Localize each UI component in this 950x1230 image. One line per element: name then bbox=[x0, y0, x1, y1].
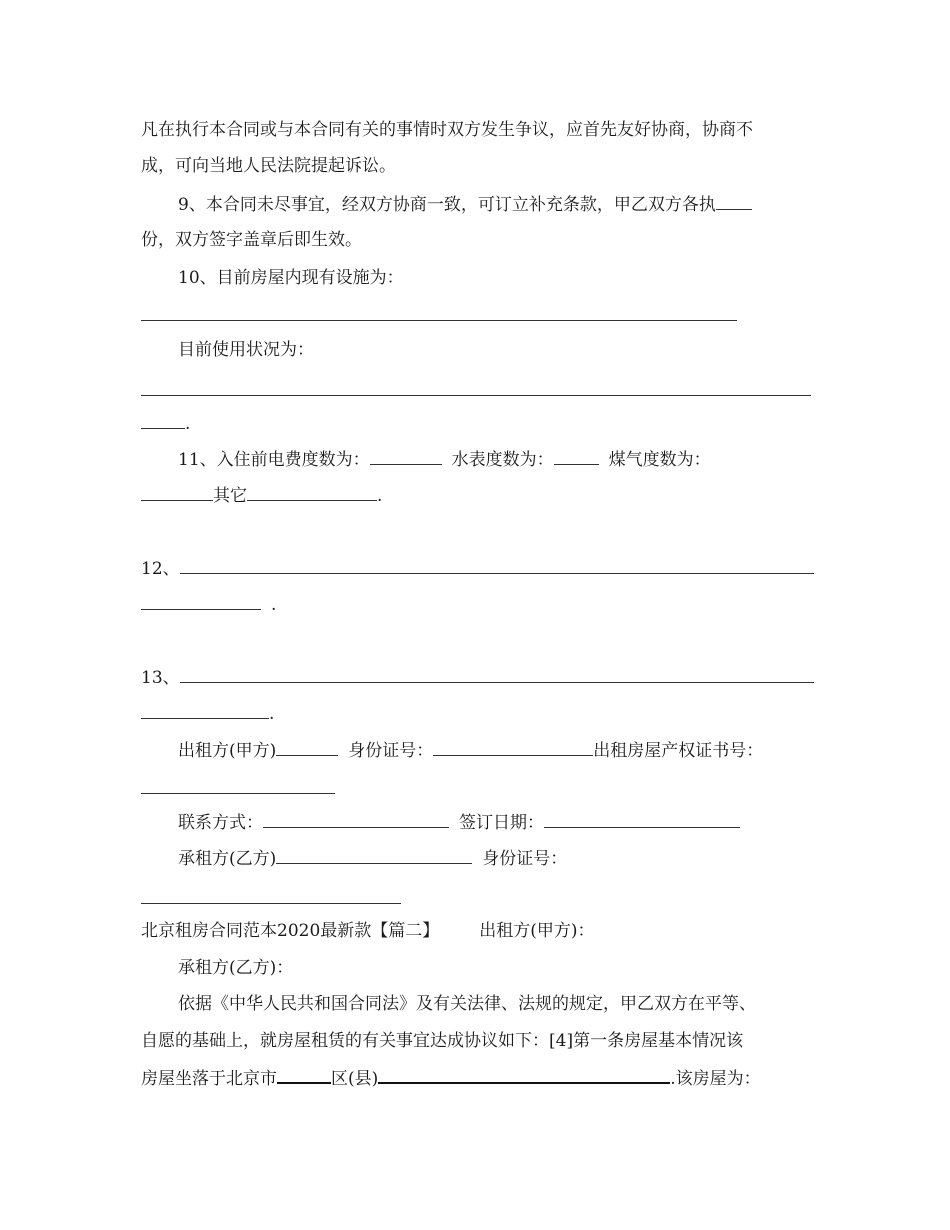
other-blank bbox=[247, 484, 377, 501]
paragraph-12-blank bbox=[180, 557, 814, 574]
district-label: 区(县) bbox=[331, 1069, 379, 1089]
paragraph-11-line2 bbox=[141, 484, 811, 507]
contact-label: 联系方式： bbox=[178, 813, 263, 833]
basis-line1: 依据《中华人民共和国合同法》及有关法律、法规的规定，甲乙双方在平等、 bbox=[178, 994, 756, 1014]
facilities-blank-line bbox=[141, 320, 737, 321]
lessee-label: 承租方(乙方) bbox=[178, 849, 277, 869]
lessor-id-label: 身份证号： bbox=[348, 741, 434, 761]
gas-blank bbox=[141, 484, 213, 501]
period: . bbox=[271, 595, 277, 615]
paragraph-12-blank-end bbox=[141, 593, 261, 610]
heading-lessor-label: 出租方(甲方)： bbox=[479, 921, 595, 941]
period: . bbox=[377, 486, 383, 506]
lessee-id-blank-line bbox=[141, 903, 401, 904]
section-heading-line bbox=[141, 920, 811, 942]
paragraph-13-line1 bbox=[141, 666, 811, 689]
usage-status-line2 bbox=[141, 412, 811, 435]
paragraph-9-text: 9、本合同未尽事宜，经双方协商一致，可订立补充条款，甲乙双方各执 bbox=[178, 195, 716, 215]
paragraph-13-line2 bbox=[141, 702, 811, 725]
usage-status-label: 目前使用状况为： bbox=[178, 340, 314, 360]
paragraph-dispute-line1: 凡在执行本合同或与本合同有关的事情时双方发生争议，应首先友好协商，协商不 bbox=[141, 120, 753, 140]
basis-line2: 自愿的基础上，就房屋租赁的有关事宜达成协议如下：[4]第一条房屋基本情况该 bbox=[141, 1031, 744, 1051]
lessor-id-blank bbox=[433, 739, 593, 756]
paragraph-12-line1 bbox=[141, 557, 811, 580]
lessor-line bbox=[141, 739, 811, 762]
paragraph-dispute-line2: 成，可向当地人民法院提起诉讼。 bbox=[141, 156, 396, 176]
copies-blank bbox=[716, 193, 752, 210]
usage-status-blank-line bbox=[141, 395, 811, 396]
lessee-blank bbox=[276, 847, 472, 864]
paragraph-13-number: 13、 bbox=[141, 668, 180, 688]
paragraph-9-line2: 份，双方签字盖章后即生效。 bbox=[141, 230, 362, 250]
period: . bbox=[269, 704, 275, 724]
water-label: 水表度数为： bbox=[451, 450, 554, 470]
water-blank bbox=[554, 448, 599, 465]
gas-label: 煤气度数为： bbox=[608, 450, 711, 470]
lessee-line bbox=[141, 847, 811, 870]
section-heading: 北京租房合同范本2020最新款【篇二】 bbox=[141, 921, 440, 941]
location-label: 房屋坐落于北京市 bbox=[141, 1069, 277, 1089]
house-type-label: .该房屋为： bbox=[670, 1069, 761, 1089]
contact-line bbox=[141, 811, 811, 834]
property-cert-label: 出租房屋产权证书号： bbox=[593, 741, 764, 761]
period: . bbox=[185, 414, 191, 434]
paragraph-10: 10、目前房屋内现有设施为： bbox=[178, 268, 404, 288]
basis-line3 bbox=[141, 1066, 811, 1090]
sign-date-label: 签订日期： bbox=[459, 813, 544, 833]
contact-blank bbox=[263, 811, 449, 828]
paragraph-11-line1 bbox=[141, 448, 811, 471]
paragraph-9-line1 bbox=[141, 193, 811, 216]
lessee-id-label: 身份证号： bbox=[482, 849, 568, 869]
usage-status-blank-end bbox=[141, 412, 185, 429]
sign-date-blank bbox=[544, 811, 740, 828]
electric-label: 11、入住前电费度数为： bbox=[178, 450, 370, 470]
city-district-blank bbox=[277, 1066, 331, 1084]
paragraph-12-line2 bbox=[141, 593, 811, 616]
property-cert-blank-line bbox=[141, 793, 335, 794]
paragraph-13-blank bbox=[180, 666, 814, 683]
other-label: 其它 bbox=[213, 486, 247, 506]
paragraph-12-number: 12、 bbox=[141, 559, 180, 579]
address-blank bbox=[378, 1066, 670, 1084]
paragraph-13-blank-end bbox=[141, 702, 269, 719]
lessor-label: 出租方(甲方) bbox=[178, 741, 277, 761]
electric-blank bbox=[370, 448, 442, 465]
lessee2-label: 承租方(乙方)： bbox=[178, 958, 294, 978]
lessor-blank bbox=[276, 739, 338, 756]
